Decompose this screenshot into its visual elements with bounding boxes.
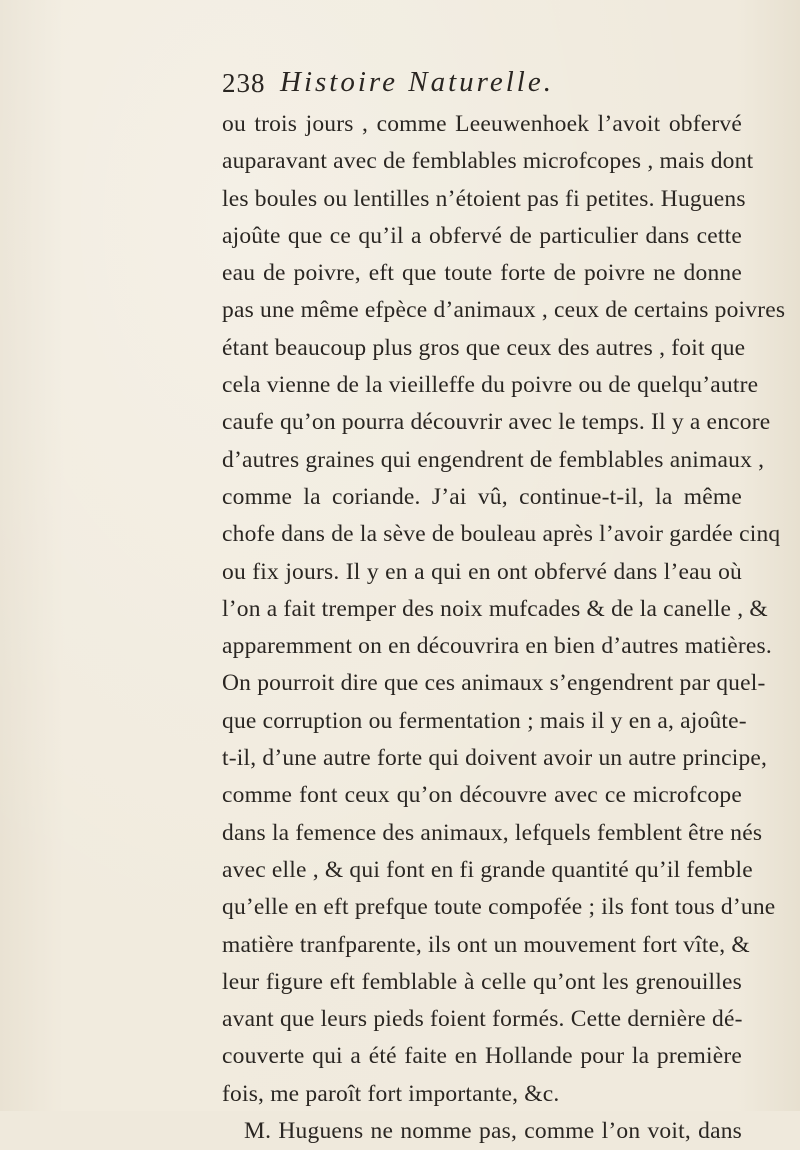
text-line: fois, me paroît fort importante, &c. (222, 1080, 560, 1107)
text-line: les boules ou lentilles n’étoient pas fi petites. Huguens (222, 185, 746, 212)
text-line: ou trois jours , comme Leeuwenhoek l’avoit obfervé (222, 111, 742, 137)
page-header (222, 66, 742, 102)
text-line: caufe qu’on pourra découvrir avec le temps. Il y a encore (222, 409, 771, 436)
text-line: dans la femence des animaux, lefquels femblent être nés (222, 819, 763, 846)
text-line: l’on a fait tremper des noix mufcades & de la canelle , & (222, 595, 768, 622)
text-line: apparemment on en découvrira en bien d’autres matières. (222, 633, 772, 660)
text-line: matière tranfparente, ils ont un mouvement fort vîte, & (222, 931, 750, 958)
text-line: On pourroit dire que ces animaux s’engendrent par quel- (222, 670, 766, 697)
text-line: cela vienne de la vieilleffe du poivre ou de quelqu’autre (222, 372, 759, 399)
text-line: t-il, d’une autre forte qui doivent avoir un autre principe, (222, 745, 768, 772)
text-line: ou fix jours. Il y en a qui en ont obfervé dans l’eau où (222, 558, 742, 585)
text-line: comme font ceux qu’on découvre avec ce microfcope (222, 782, 742, 809)
page-number: 238 (222, 68, 266, 98)
text-line: avant que leurs pieds foient formés. Cette dernière dé- (222, 1006, 743, 1033)
text-line: auparavant avec de femblables microfcopes , mais dont (222, 148, 754, 175)
text-line: leur figure eft femblable à celle qu’ont les grenouilles (222, 968, 742, 995)
text-line: pas une même efpèce d’animaux , ceux de certains poivres (222, 297, 786, 324)
text-line: qu’elle en eft prefque toute compofée ; ils font tous d’une (222, 894, 776, 921)
text-line: étant beaucoup plus gros que ceux des autres , foit que (222, 334, 746, 361)
text-line: ajoûte que ce qu’il a obfervé de particulier dans cette (222, 222, 742, 249)
text-line: chofe dans de la sève de bouleau après l’avoir gardée cinq (222, 521, 781, 548)
text-line: d’autres graines qui engendrent de femblables animaux , (222, 446, 765, 473)
text-line: M. Huguens ne nomme pas, comme l’on voit, dans (244, 1118, 742, 1145)
text-line: comme la coriande. J’ai vû, continue-t-il, la même (222, 483, 742, 510)
text-line: eau de poivre, eft que toute forte de poivre ne donne (222, 260, 742, 287)
text-line: que corruption ou fermentation ; mais il y en a, ajoûte- (222, 707, 747, 734)
body-text (222, 106, 786, 1150)
running-title: Histoire Naturelle. (280, 66, 554, 98)
text-line: couverte qui a été faite en Hollande pour la première (222, 1043, 742, 1070)
text-line: avec elle , & qui font en fi grande quantité qu’il femble (222, 856, 753, 883)
